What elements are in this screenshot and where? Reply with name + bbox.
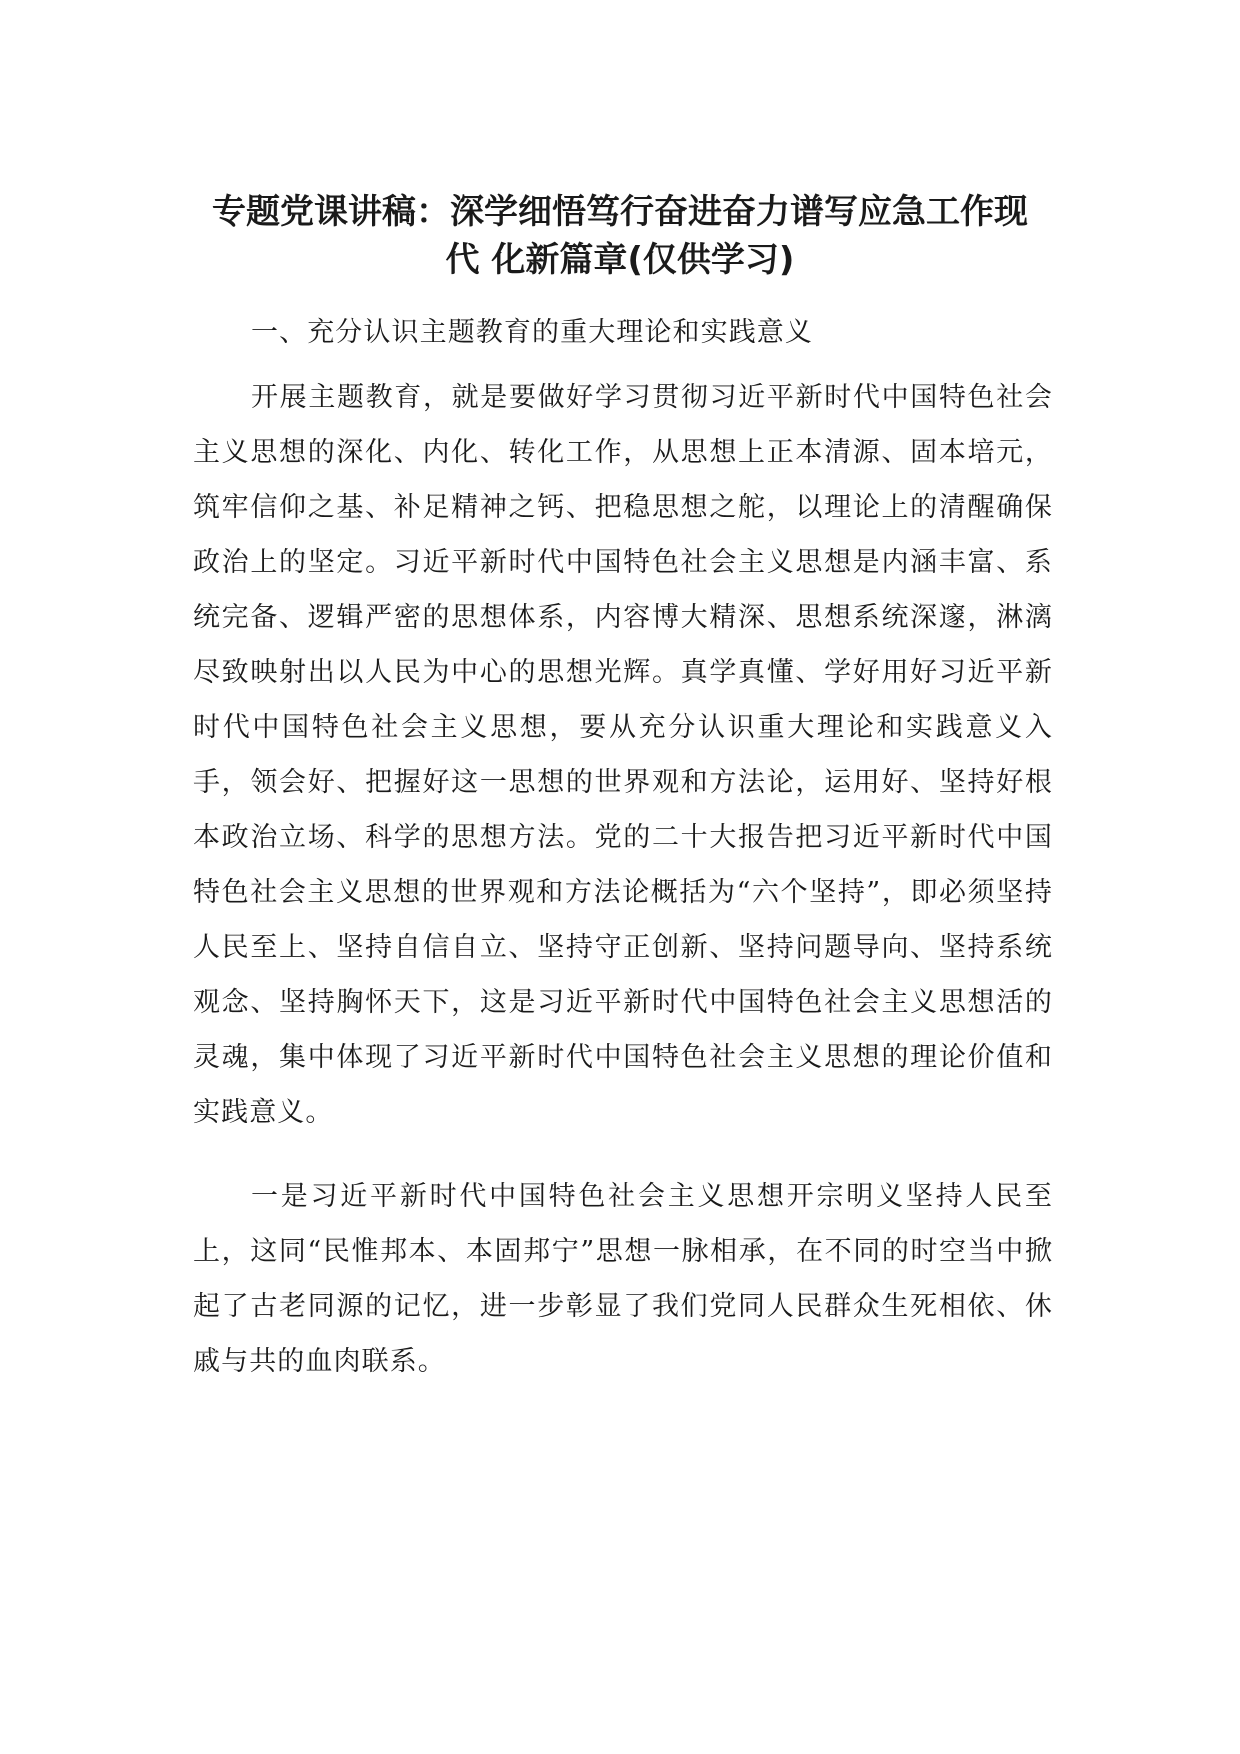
section-heading: 一、充分认识主题教育的重大理论和实践意义 <box>251 317 813 348</box>
document-title-line-1: 专题党课讲稿：深学细悟笃行奋进奋力谱写应急工作现 <box>212 192 1028 232</box>
document-title-line-2: 代 化新篇章(仅供学习) <box>445 240 795 280</box>
body-paragraph-2: 一是习近平新时代中国特色社会主义思想开宗明义坚持人民至上，这同“民惟邦本、本固邦宁”思想一脉相承，在不同的时空当中掀起了古老同源的记忆，进一步彰显了我们党同人民群众生死相依、休戚与共的血肉联系。 <box>193 1181 1053 1377</box>
body-paragraph-1: 开展主题教育，就是要做好学习贯彻习近平新时代中国特色社会主义思想的深化、内化、转化工作，从思想上正本清源、固本培元，筑牢信仰之基、补足精神之钙、把稳思想之舵，以理论上的清醒确保政治上的坚定。习近平新时代中国特色社会主义思想是内涵丰富、系统完备、逻辑严密的思想体系，内容博大精深、思想系统深邃，淋漓尽致映射出以人民为中心的思想光辉。真学真懂、学好用好习近平新时代中国特色社会主义思想，要从充分认识重大理论和实践意义入手，领会好、把握好这一思想的世界观和方法论，运用好、坚持好根本政治立场、科学的思想方法。党的二十大报告把习近平新时代中国特色社会主义思想的世界观和方法论概括为“六个坚持”，即必须坚持人民至上、坚持自信自立、坚持守正创新、坚持问题导向、坚持系统观念、坚持胸怀天下，这是习近平新时代中国特色社会主义思想活的灵魂，集中体现了习近平新时代中国特色社会主义思想的理论价值和实践意义。 <box>193 382 1053 1128</box>
